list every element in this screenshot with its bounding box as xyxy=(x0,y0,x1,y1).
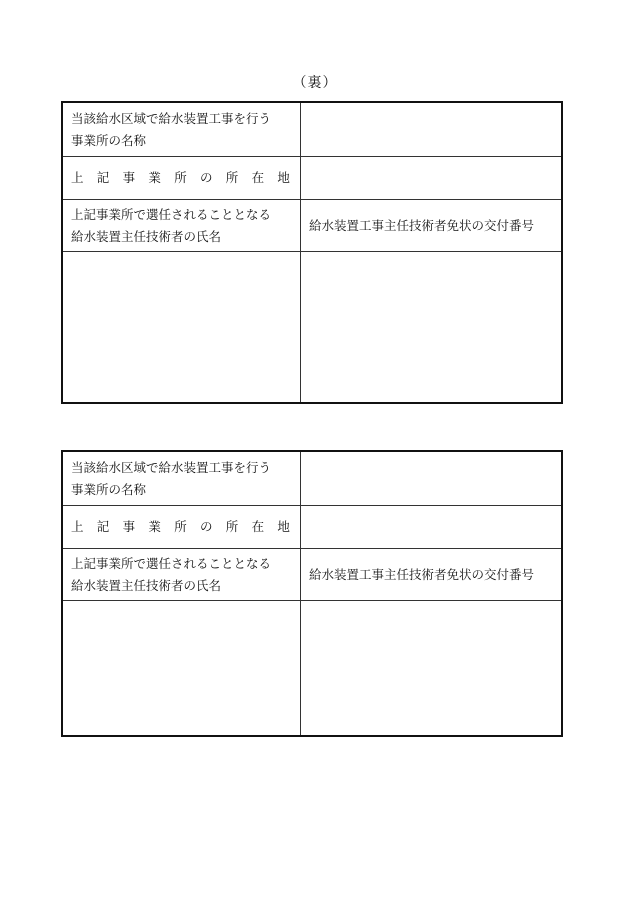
office-name-row xyxy=(62,102,562,157)
license-number-label: 給水装置工事主任技術者免状の交付番号 xyxy=(301,549,563,601)
office-name-label-line2: 事業所の名称 xyxy=(71,132,147,148)
engineer-name-field[interactable] xyxy=(62,601,301,737)
address-label-char: 業 xyxy=(148,519,161,534)
address-row xyxy=(62,506,562,549)
registration-form-table xyxy=(61,101,563,404)
address-label xyxy=(62,506,301,549)
address-label-char: 業 xyxy=(148,170,161,185)
office-name-row xyxy=(62,451,562,506)
license-number-field[interactable] xyxy=(301,601,563,737)
engineer-name-label-line2: 給水装置主任技術者の氏名 xyxy=(71,228,222,244)
address-label-char: の xyxy=(199,170,213,185)
address-label-char: 記 xyxy=(96,170,110,185)
address-label xyxy=(62,157,301,200)
engineer-name-label xyxy=(62,549,301,601)
engineer-name-label-line1: 上記事業所で選任されることとなる xyxy=(71,206,272,222)
office-name-field[interactable] xyxy=(301,451,563,506)
license-number-field[interactable] xyxy=(301,252,563,404)
address-field[interactable] xyxy=(301,157,563,200)
engineer-header-row xyxy=(62,200,562,252)
office-name-field[interactable] xyxy=(301,102,563,157)
office-name-label xyxy=(62,102,301,157)
license-number-label: 給水装置工事主任技術者免状の交付番号 xyxy=(301,200,563,252)
address-field[interactable] xyxy=(301,506,563,549)
address-label-char: 所 xyxy=(225,519,239,534)
office-name-label xyxy=(62,451,301,506)
office-name-label-line1: 当該給水区域で給水装置工事を行う xyxy=(71,459,272,475)
address-label-char: 上 xyxy=(71,519,84,534)
address-label-char: 在 xyxy=(251,519,265,534)
address-label-char: の xyxy=(199,519,213,534)
address-label-char: 記 xyxy=(96,519,110,534)
engineer-name-field[interactable] xyxy=(62,252,301,404)
address-label-char: 地 xyxy=(277,519,290,534)
address-label-char: 所 xyxy=(174,170,187,185)
office-name-label-line2: 事業所の名称 xyxy=(71,481,147,497)
address-row xyxy=(62,157,562,200)
address-label-char: 事 xyxy=(122,519,136,534)
registration-form-table xyxy=(61,450,563,737)
address-label-char: 所 xyxy=(174,519,187,534)
engineer-name-label-line1: 上記事業所で選任されることとなる xyxy=(71,555,272,571)
engineer-header-row xyxy=(62,549,562,601)
engineer-entry-row xyxy=(62,601,562,737)
address-label-char: 在 xyxy=(251,170,265,185)
address-label-char: 事 xyxy=(122,170,136,185)
engineer-name-label xyxy=(62,200,301,252)
engineer-name-label-line2: 給水装置主任技術者の氏名 xyxy=(71,577,222,593)
address-label-char: 所 xyxy=(225,170,239,185)
page-heading: （裏） xyxy=(292,75,338,91)
address-label-char: 上 xyxy=(71,170,84,185)
office-name-label-line1: 当該給水区域で給水装置工事を行う xyxy=(71,110,272,126)
address-label-char: 地 xyxy=(277,170,290,185)
engineer-entry-row xyxy=(62,252,562,404)
